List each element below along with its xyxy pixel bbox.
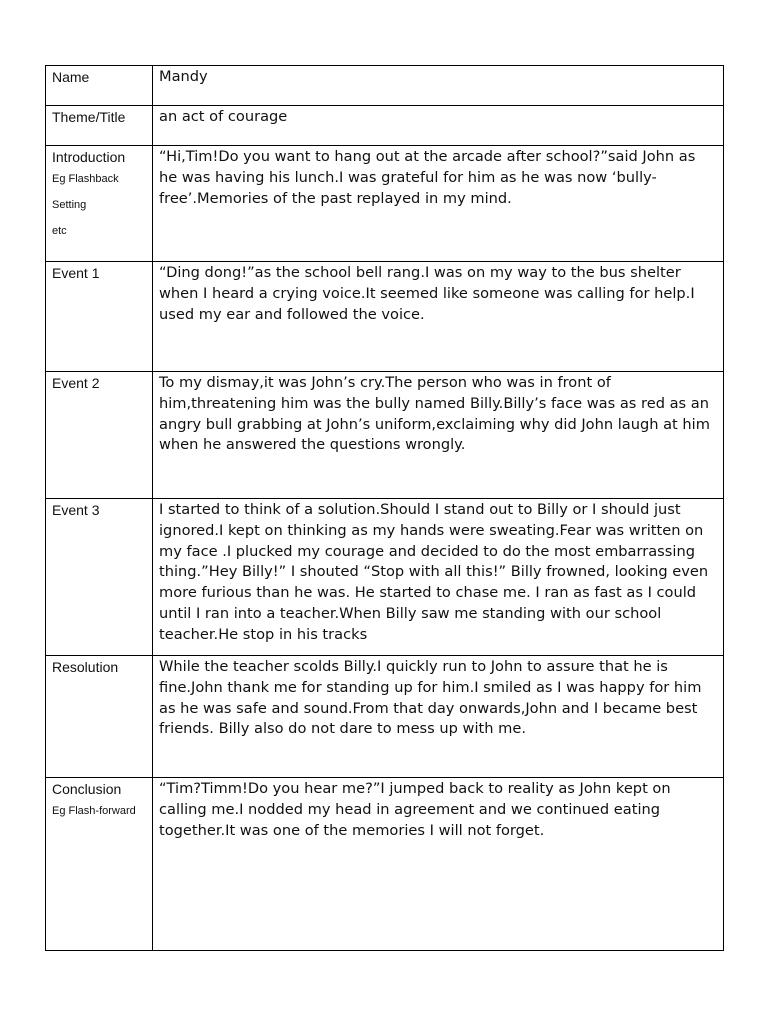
row-label: Event 2 [52, 375, 100, 391]
row-label: Resolution [52, 659, 119, 675]
row-content-cell [153, 778, 724, 951]
story-plan-sheet [45, 65, 723, 951]
row-label-cell [46, 778, 153, 951]
row-label: Introduction [52, 149, 126, 165]
row-label: Name [52, 69, 90, 85]
row-content: Mandy [159, 68, 208, 85]
story-plan-table [45, 65, 724, 951]
row-content: While the teacher scolds Billy.I quickly run to John to assure that he is fine.John thank me for standing up for him.I smiled as I was happy for him as he was safe and sound.From that day onwards,John and I became best friends. Billy also do not dare to mess up with me. [159, 658, 702, 738]
row-content-cell [153, 656, 724, 778]
row-theme-title [46, 106, 724, 146]
row-introduction [46, 146, 724, 262]
row-content-cell [153, 262, 724, 372]
row-event-2 [46, 372, 724, 499]
row-content: “Hi,Tim!Do you want to hang out at the arcade after school?”said John as he was having his lunch.I was grateful for him as he was now ‘bully-free’.Memories of the past replayed in my mind. [159, 148, 696, 207]
row-content: I started to think of a solution.Should I stand out to Billy or I should just ignored.I kept on thinking as my hands were sweating.Fear was written on my face .I plucked my courage and decided to do the most embarrassing thing.”Hey Billy!” I shouted “Stop with all this!” Billy frowned, looking even more furious than he was. He started to chase me. I ran as fast as I could until I ran into a teacher.When Billy saw me standing with our school teacher.He stop in his tracks [159, 501, 709, 643]
row-content-cell [153, 499, 724, 656]
row-content: “Ding dong!”as the school bell rang.I was on my way to the bus shelter when I heard a crying voice.It seemed like someone was calling for help.I used my ear and followed the voice. [159, 264, 695, 323]
row-name [46, 66, 724, 106]
row-label-cell [46, 499, 153, 656]
row-label-cell [46, 146, 153, 262]
row-note: Setting [52, 199, 87, 211]
row-resolution [46, 656, 724, 778]
row-content-cell [153, 146, 724, 262]
row-label: Conclusion [52, 781, 122, 797]
row-label: Event 3 [52, 502, 100, 518]
row-content-cell [153, 106, 724, 146]
row-label-cell [46, 66, 153, 106]
row-label: Event 1 [52, 265, 100, 281]
row-label-cell [46, 106, 153, 146]
row-label-cell [46, 372, 153, 499]
row-content-cell [153, 66, 724, 106]
row-content: an act of courage [159, 108, 288, 125]
row-note: Eg Flashback [52, 173, 119, 185]
row-label-cell [46, 262, 153, 372]
row-label: Theme/Title [52, 109, 126, 125]
row-conclusion [46, 778, 724, 951]
row-content-cell [153, 372, 724, 499]
row-event-3 [46, 499, 724, 656]
row-note: Eg Flash-forward [52, 805, 136, 817]
row-content: To my dismay,it was John’s cry.The person who was in front of him,threatening him was the bully named Billy.Billy’s face was as red as an angry bull grabbing at John’s uniform,exclaiming why did John laugh at him when he answered the questions wrongly. [159, 374, 710, 454]
row-label-cell [46, 656, 153, 778]
row-note: etc [52, 225, 67, 237]
row-content: “Tim?Timm!Do you hear me?”I jumped back to reality as John kept on calling me.I nodded my head in agreement and we continued eating together.It was one of the memories I will not forget. [159, 780, 671, 839]
row-event-1 [46, 262, 724, 372]
